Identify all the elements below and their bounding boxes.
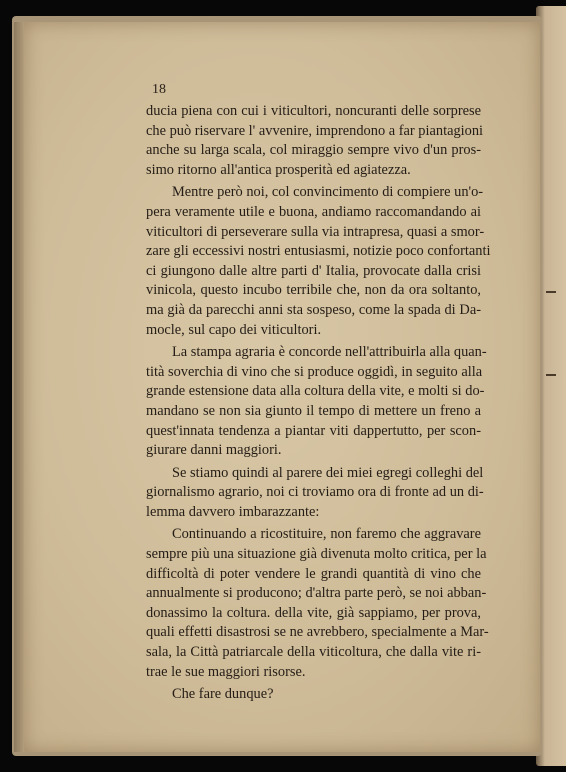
body-text (146, 102, 491, 705)
text-line: lemma davvero imbarazzante: (146, 503, 320, 520)
text-line: grande estensione data alla coltura della vite, e molti si do- (146, 383, 485, 400)
text-line: difficoltà di poter vendere le grandi quantità di vino che (146, 565, 481, 582)
text-line: La stampa agraria è concorde nell'attribuirla alla quan- (172, 344, 487, 361)
text-line: zare gli eccessivi nostri entusiasmi, notizie poco confortanti (146, 243, 491, 260)
text-line: mocle, sul capo dei viticultori. (146, 321, 322, 338)
text-line: giornalismo agrario, noi ci troviamo ora di fronte ad un di- (146, 484, 484, 501)
text-line: quali effetti disastrosi se ne avrebbero, specialmente a Mar- (146, 624, 489, 641)
text-line: Se stiamo quindi al parere dei miei egregi colleghi del (172, 464, 484, 481)
text-line: quest'innata tendenza a piantar viti dappertutto, per scon- (146, 422, 481, 439)
text-line: Che fare dunque? (172, 686, 274, 703)
text-line: Continuando a ricostituire, non faremo che aggravare (172, 526, 481, 543)
text-line: mandano se non sia giunto il tempo di mettere un freno a (146, 402, 481, 419)
edge-mark (546, 291, 556, 293)
text-line: che può riservare l' avvenire, imprendono a far piantagioni (146, 122, 484, 139)
text-line: ducia piena con cui i viticultori, noncuranti delle sorprese (146, 103, 481, 119)
text-line: simo ritorno all'antica prosperità ed agiatezza. (146, 161, 411, 178)
page-number: 18 (152, 82, 166, 97)
text-line: ma già da parecchi anni sta sospeso, come la spada di Da- (146, 301, 481, 318)
text-line: viticultori di perseverare sulla via intrapresa, quasi a smor- (146, 223, 485, 240)
text-line: vinicola, questo incubo terribile che, non da ora soltanto, (146, 282, 481, 299)
text-line: trae le sue maggiori risorse. (146, 663, 306, 680)
text-line: anche su larga scala, col miraggio sempre vivo d'un pros- (146, 142, 481, 159)
text-line: donassimo la coltura. della vite, già sappiamo, per prova, (146, 604, 481, 621)
text-line: ci giungono dalle altre parti d' Italia, provocate dalla crisi (146, 262, 481, 279)
text-line: annualmente si producono; d'altra parte però, se noi abban- (146, 585, 487, 602)
text-line: pera veramente utile e buona, andiamo raccomandando ai (146, 203, 481, 220)
text-line: giurare danni maggiori. (146, 442, 282, 459)
edge-mark (546, 374, 556, 376)
text-line: sala, la Città patriarcale della viticoltura, che dalla vite ri- (146, 644, 481, 661)
text-line: Mentre però noi, col convincimento di compiere un'o- (172, 184, 484, 201)
text-line: tità soverchia di vino che si produce oggidì, in seguito alla (146, 363, 483, 380)
text-line: sempre più una situazione già divenuta molto critica, per la (146, 546, 487, 563)
